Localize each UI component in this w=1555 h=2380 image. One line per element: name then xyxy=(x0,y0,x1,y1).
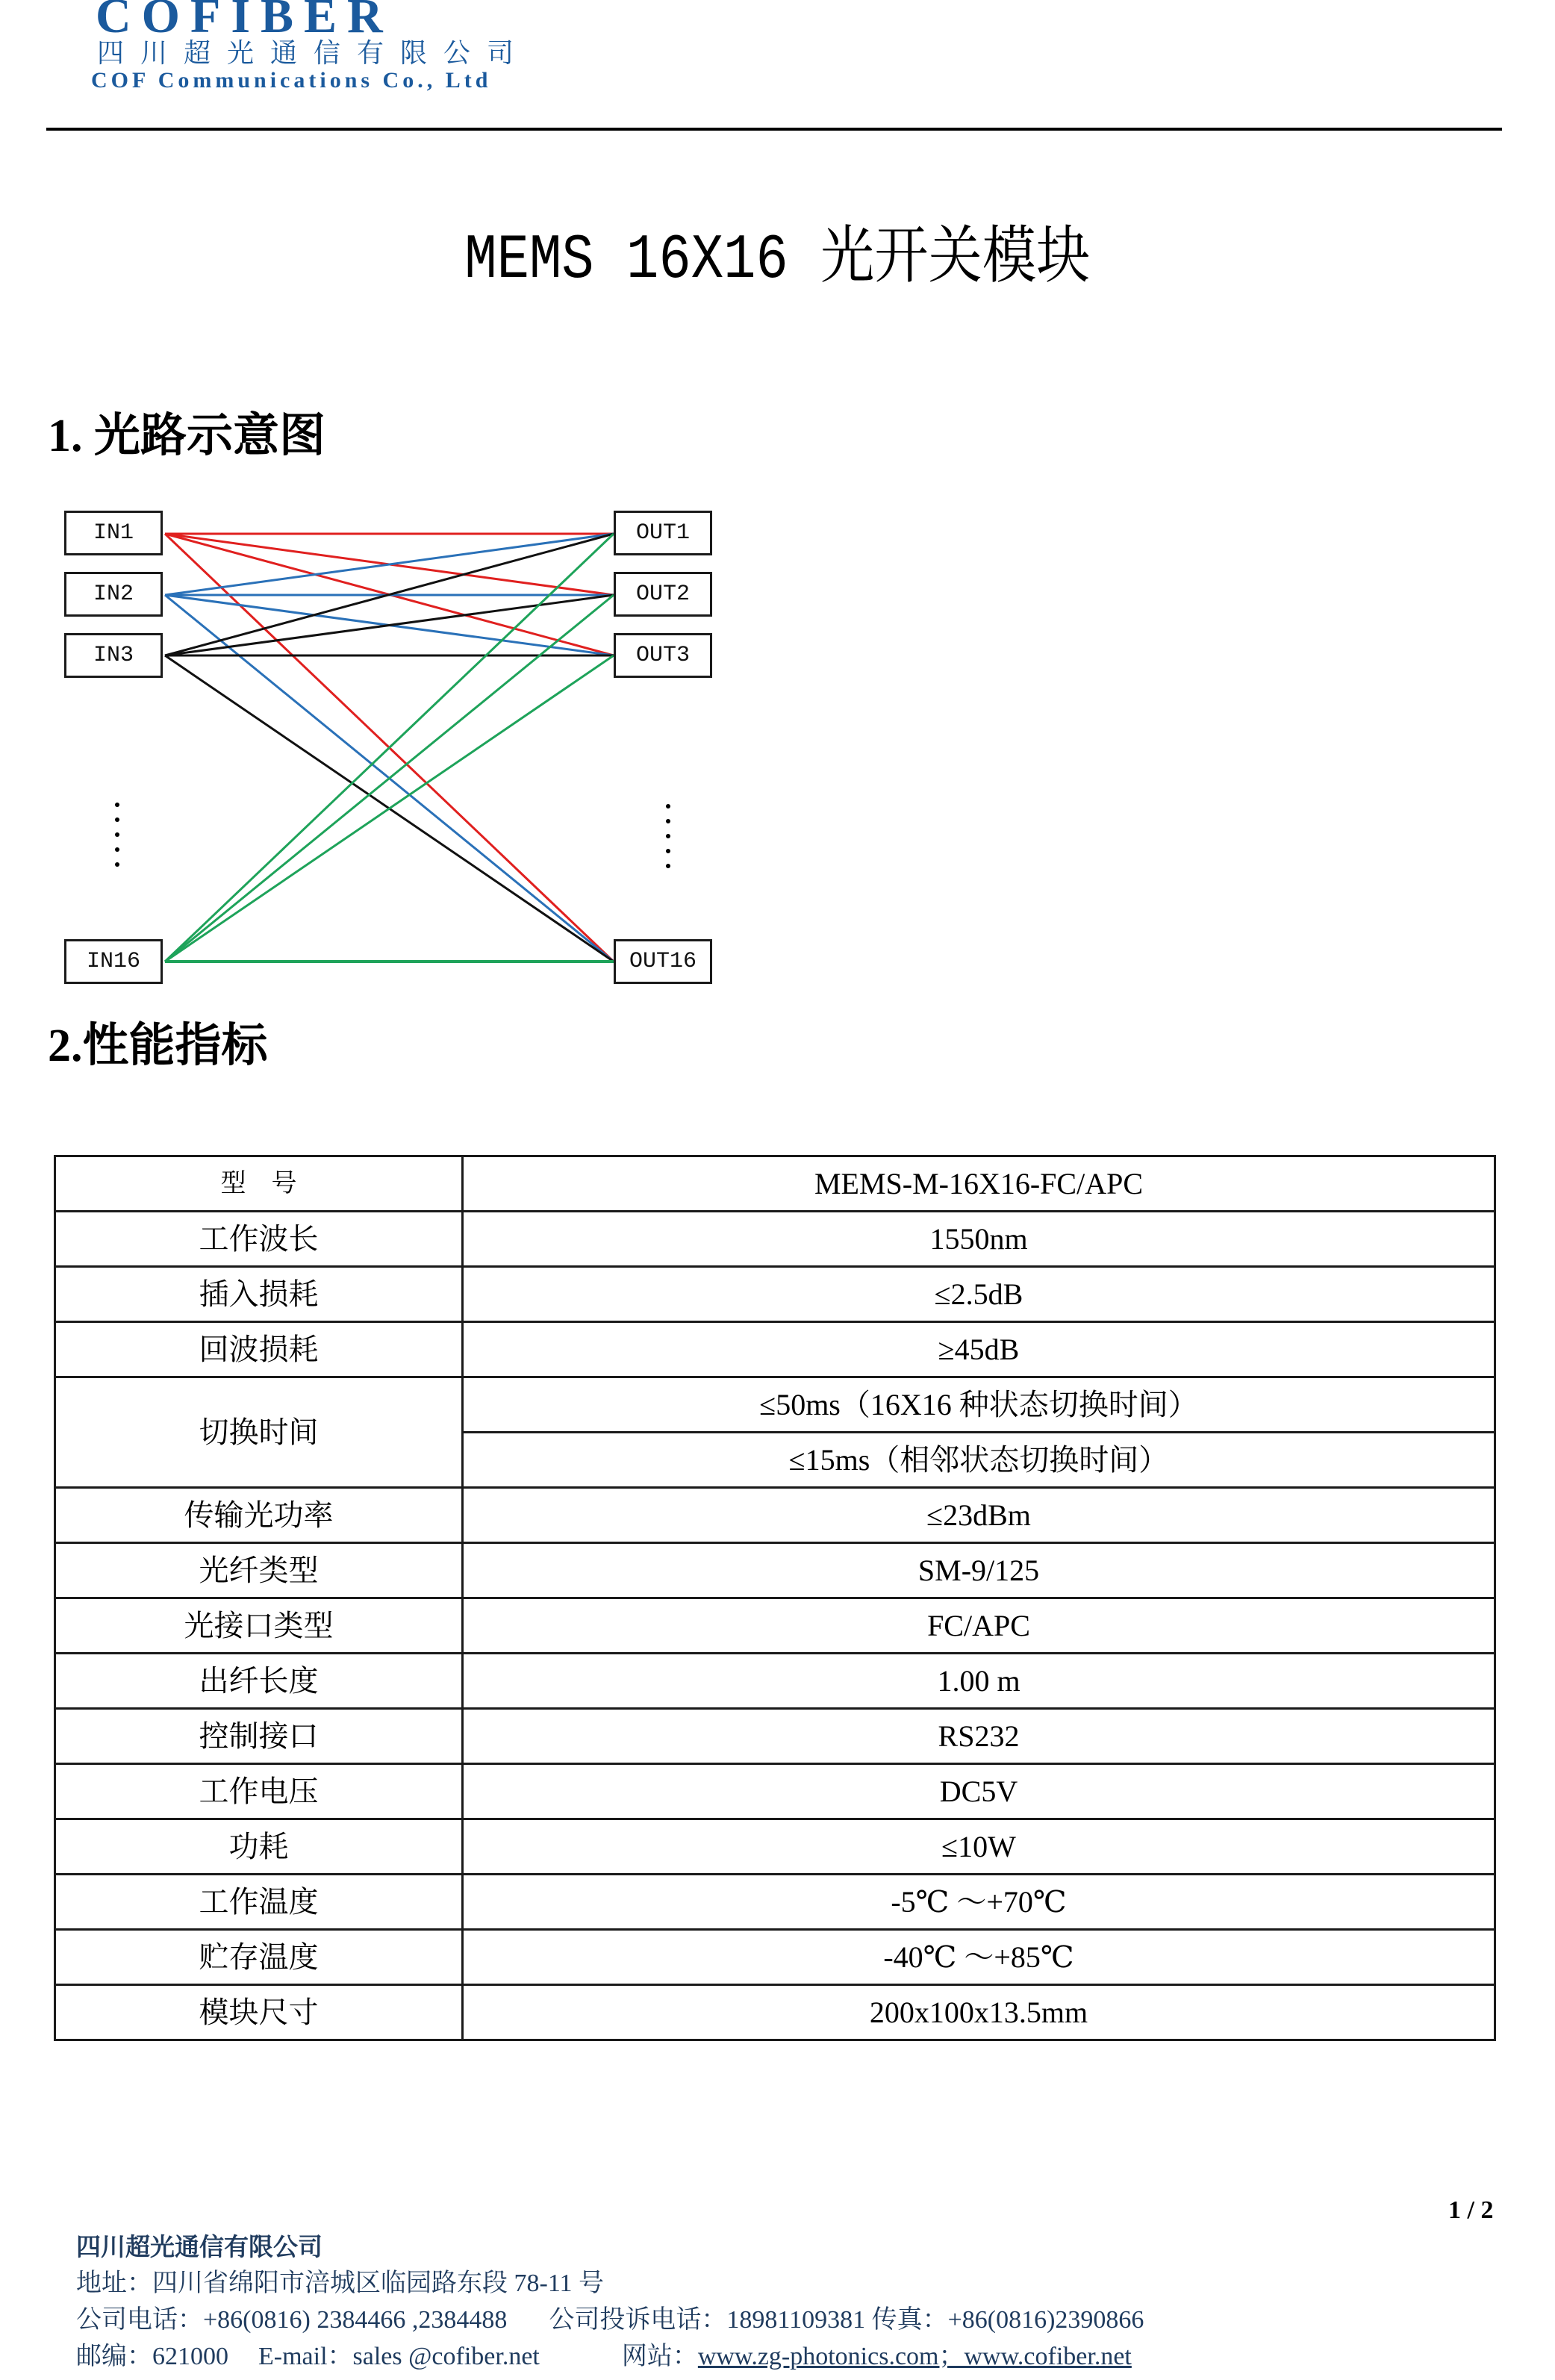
spec-value: DC5V xyxy=(463,1764,1495,1819)
spec-label: 工作温度 xyxy=(55,1875,463,1930)
spec-table xyxy=(54,1155,1496,2041)
spec-value: -40℃ ～+85℃ xyxy=(463,1930,1495,1985)
spec-label: 工作电压 xyxy=(55,1764,463,1819)
table-row xyxy=(55,1875,1495,1930)
port-out2: OUT2 xyxy=(614,572,712,617)
table-row xyxy=(55,1322,1495,1377)
port-in2: IN2 xyxy=(64,572,163,617)
section-title-diagram: 1. 光路示意图 xyxy=(48,411,326,461)
output-ellipsis-icon xyxy=(666,804,670,879)
company-logo xyxy=(96,0,633,43)
footer-postcode: 邮编：621000 xyxy=(76,2343,228,2370)
spec-label: 插入损耗 xyxy=(55,1267,463,1322)
spec-value: ≤23dBm xyxy=(463,1488,1495,1543)
spec-label: 功耗 xyxy=(55,1819,463,1875)
footer-phone: 公司电话：+86(0816) 2384466 ,2384488 xyxy=(76,2306,508,2334)
spec-value: SM-9/125 xyxy=(463,1543,1495,1598)
footer-website-link[interactable]: www.zg-photonics.com；www.cofiber.net xyxy=(697,2343,1132,2370)
spec-label: 贮存温度 xyxy=(55,1930,463,1985)
spec-value: MEMS-M-16X16-FC/APC xyxy=(463,1156,1495,1212)
footer-contact xyxy=(76,2228,1144,2375)
spec-value: ≤10W xyxy=(463,1819,1495,1875)
section-title-specs: 2.性能指标 xyxy=(48,1021,268,1071)
footer-phone-line xyxy=(76,2302,1144,2338)
spec-value: 200x100x13.5mm xyxy=(463,1985,1495,2040)
spec-value: ≥45dB xyxy=(463,1322,1495,1377)
port-in3: IN3 xyxy=(64,633,163,678)
spec-label: 型 号 xyxy=(55,1156,463,1212)
spec-value: ≤15ms（相邻状态切换时间） xyxy=(463,1433,1495,1488)
spec-label: 光接口类型 xyxy=(55,1598,463,1654)
header-divider xyxy=(46,128,1502,131)
table-row xyxy=(55,1377,1495,1433)
page-number: 1 / 2 xyxy=(1448,2196,1494,2224)
port-out1: OUT1 xyxy=(614,511,712,555)
spec-label: 模块尺寸 xyxy=(55,1985,463,2040)
table-row xyxy=(55,1212,1495,1267)
table-row xyxy=(55,1819,1495,1875)
table-row xyxy=(55,1654,1495,1709)
input-ellipsis-icon xyxy=(115,803,119,877)
logo-company-name-cn: 四川超光通信有限公司 xyxy=(97,38,531,69)
table-row xyxy=(55,1543,1495,1598)
logo-wordmark: COFIBER xyxy=(96,0,393,43)
footer-website-label: 网站： xyxy=(621,2343,698,2370)
table-row xyxy=(55,1764,1495,1819)
spec-label: 回波损耗 xyxy=(55,1322,463,1377)
table-row xyxy=(55,1598,1495,1654)
spec-label: 光纤类型 xyxy=(55,1543,463,1598)
table-row xyxy=(55,1488,1495,1543)
table-row xyxy=(55,1930,1495,1985)
logo-company-name-en: COF Communications Co., Ltd xyxy=(91,68,492,93)
footer-postal-line xyxy=(76,2338,1144,2375)
spec-label: 出纤长度 xyxy=(55,1654,463,1709)
spec-label: 工作波长 xyxy=(55,1212,463,1267)
spec-value: ≤50ms（16X16 种状态切换时间） xyxy=(463,1377,1495,1433)
spec-value: FC/APC xyxy=(463,1598,1495,1654)
footer-address: 地址：四川省绵阳市涪城区临园路东段 78-11 号 xyxy=(76,2270,605,2297)
table-row xyxy=(55,1709,1495,1764)
port-out16: OUT16 xyxy=(614,939,712,984)
document-title: MEMS 16X16 光开关模块 xyxy=(464,225,1091,296)
footer-company-name: 四川超光通信有限公司 xyxy=(76,2232,322,2261)
spec-value: RS232 xyxy=(463,1709,1495,1764)
spec-value: ≤2.5dB xyxy=(463,1267,1495,1322)
spec-label: 传输光功率 xyxy=(55,1488,463,1543)
port-in16: IN16 xyxy=(64,939,163,984)
footer-email: E-mail：sales @cofiber.net xyxy=(258,2343,540,2370)
footer-complaint-fax: 公司投诉电话：18981109381 传真：+86(0816)2390866 xyxy=(549,2306,1144,2334)
spec-value: 1550nm xyxy=(463,1212,1495,1267)
table-row xyxy=(55,1156,1495,1212)
port-in1: IN1 xyxy=(64,511,163,555)
port-out3: OUT3 xyxy=(614,633,712,678)
spec-label: 切换时间 xyxy=(55,1377,463,1488)
spec-value: 1.00 m xyxy=(463,1654,1495,1709)
spec-value: -5℃ ～+70℃ xyxy=(463,1875,1495,1930)
table-row xyxy=(55,1267,1495,1322)
spec-label: 控制接口 xyxy=(55,1709,463,1764)
table-row xyxy=(55,1985,1495,2040)
